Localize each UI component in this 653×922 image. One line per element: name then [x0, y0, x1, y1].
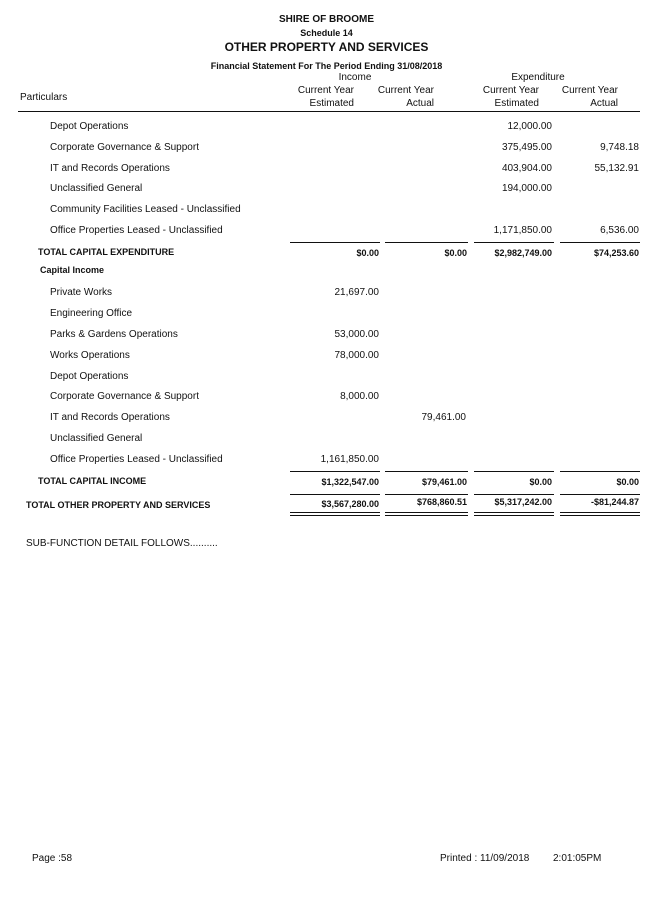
row-label: IT and Records Operations — [50, 412, 170, 423]
exp-act-cell: 9,748.18 — [600, 142, 639, 153]
inc-act-cell: $79,461.00 — [421, 477, 467, 487]
exp-est-cell: $0.00 — [529, 477, 552, 487]
row-label: Unclassified General — [50, 183, 143, 194]
income-heading: Income — [338, 72, 372, 83]
row-label: TOTAL OTHER PROPERTY AND SERVICES — [26, 500, 211, 510]
capital-income-heading: Capital Income — [40, 265, 105, 275]
row-label: Parks & Gardens Operations — [50, 329, 178, 340]
total-rule — [474, 471, 554, 472]
exp-est-cell: 403,904.00 — [501, 163, 552, 174]
inc-est-cell: 78,000.00 — [334, 350, 379, 361]
total-rule — [560, 471, 640, 472]
inc-act-cell: $768,860.51 — [416, 497, 467, 507]
exp-est-cell: 1,171,850.00 — [493, 225, 552, 236]
inc-est-cell: $1,322,547.00 — [321, 477, 379, 487]
total-rule — [385, 471, 468, 472]
total-rule — [290, 242, 380, 243]
row-label: IT and Records Operations — [50, 163, 170, 174]
exp-act-cell: -$81,244.87 — [590, 497, 639, 507]
total-rule — [474, 242, 554, 243]
exp-act-header-line1: Current Year — [561, 85, 618, 96]
exp-act-header-line2: Actual — [590, 98, 618, 109]
exp-est-cell: 194,000.00 — [501, 183, 552, 194]
row-label: Depot Operations — [50, 121, 129, 132]
total-rule — [560, 494, 640, 495]
exp-act-cell: 55,132.91 — [594, 163, 639, 174]
exp-est-cell: $5,317,242.00 — [494, 497, 552, 507]
total-rule — [385, 494, 468, 495]
printed-time: 2:01:05PM — [553, 853, 602, 864]
inc-act-header-line1: Current Year — [377, 85, 434, 96]
row-label: Corporate Governance & Support — [50, 142, 199, 153]
row-label: Depot Operations — [50, 371, 129, 382]
row-label: TOTAL CAPITAL INCOME — [38, 476, 147, 486]
exp-act-cell: 6,536.00 — [600, 225, 639, 236]
exp-est-header-line1: Current Year — [482, 85, 539, 96]
row-label: Office Properties Leased - Unclassified — [50, 225, 223, 236]
inc-act-cell: $0.00 — [444, 248, 467, 258]
total-rule — [560, 242, 640, 243]
detail-follows-note: SUB-FUNCTION DETAIL FOLLOWS.......... — [26, 538, 218, 549]
exp-act-cell: $74,253.60 — [593, 248, 639, 258]
inc-act-cell: 79,461.00 — [421, 412, 466, 423]
total-rule — [385, 242, 468, 243]
double-rule — [474, 512, 554, 516]
exp-est-cell: $2,982,749.00 — [494, 248, 552, 258]
exp-est-cell: 12,000.00 — [507, 121, 552, 132]
row-label: Unclassified General — [50, 433, 143, 444]
double-rule — [385, 512, 468, 516]
double-rule — [560, 512, 640, 516]
inc-est-cell: 21,697.00 — [334, 287, 379, 298]
row-label: Engineering Office — [50, 308, 133, 319]
row-label: TOTAL CAPITAL EXPENDITURE — [38, 247, 175, 257]
inc-est-cell: 1,161,850.00 — [320, 454, 379, 465]
total-rule — [290, 471, 380, 472]
expenditure-heading: Expenditure — [511, 72, 565, 83]
exp-est-header-line2: Estimated — [494, 98, 539, 109]
total-rule — [474, 494, 554, 495]
schedule-label: Schedule 14 — [300, 28, 353, 38]
row-label: Office Properties Leased - Unclassified — [50, 454, 223, 465]
double-rule — [290, 512, 380, 516]
row-label: Private Works — [50, 287, 113, 298]
total-rule — [290, 494, 380, 495]
period-label: Financial Statement For The Period Ending 31/08/2018 — [210, 61, 443, 71]
row-label: Corporate Governance & Support — [50, 391, 199, 402]
inc-est-cell: 8,000.00 — [340, 391, 379, 402]
exp-act-cell: $0.00 — [616, 477, 639, 487]
inc-est-cell: $0.00 — [356, 248, 379, 258]
org-name: SHIRE OF BROOME — [278, 14, 374, 25]
row-label: Works Operations — [50, 350, 130, 361]
exp-est-cell: 375,495.00 — [501, 142, 552, 153]
inc-est-header-line1: Current Year — [297, 85, 354, 96]
inc-est-cell: $3,567,280.00 — [321, 499, 379, 509]
page-title: OTHER PROPERTY AND SERVICES — [224, 40, 429, 54]
page-number: Page :58 — [32, 853, 73, 864]
inc-est-header-line2: Estimated — [309, 98, 354, 109]
header-divider — [18, 111, 640, 112]
inc-act-header-line2: Actual — [406, 98, 434, 109]
inc-est-cell: 53,000.00 — [334, 329, 379, 340]
row-label: Community Facilities Leased - Unclassified — [50, 204, 241, 215]
printed-date: Printed : 11/09/2018 — [440, 853, 530, 864]
particulars-heading: Particulars — [20, 92, 68, 103]
